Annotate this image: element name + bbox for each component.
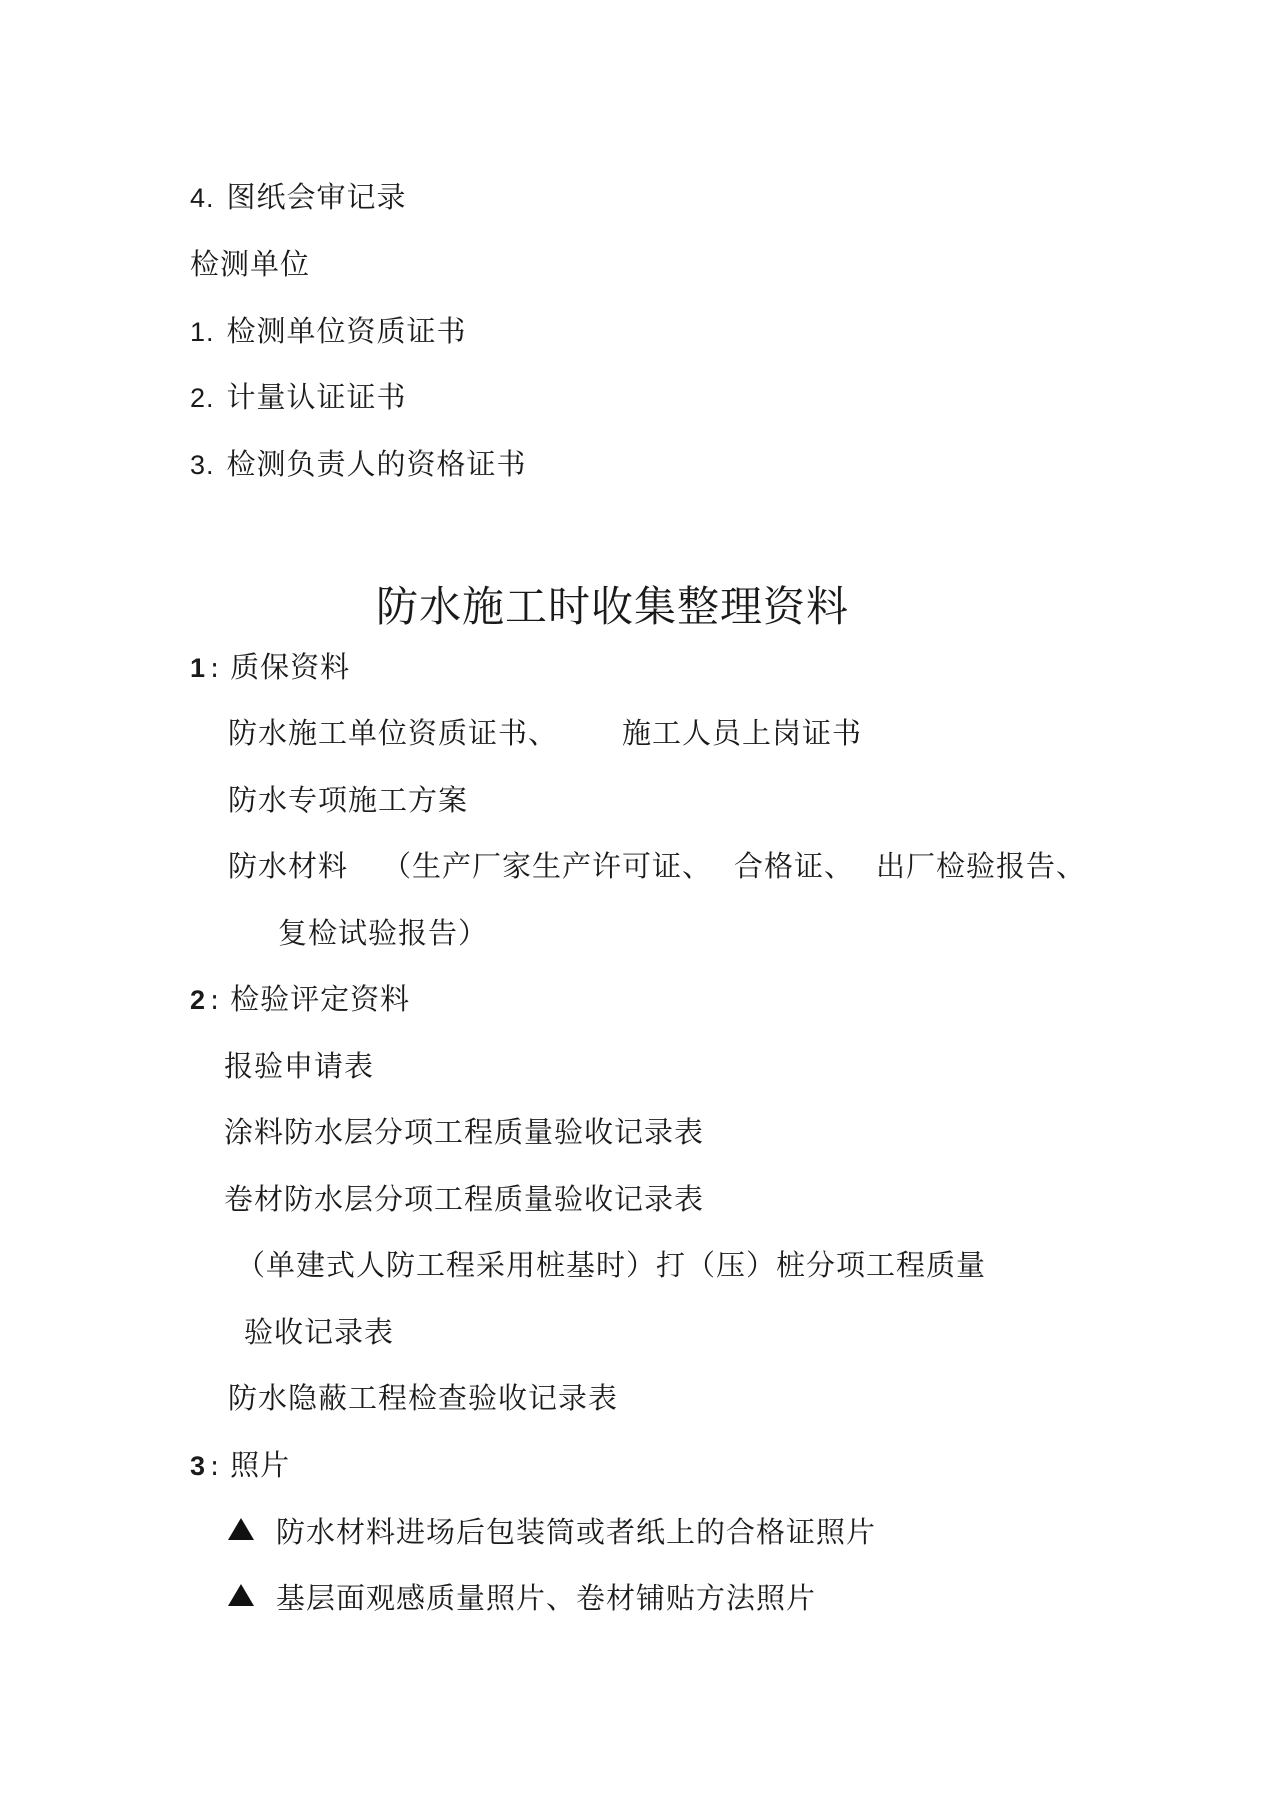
testing-item-3-text: 检测负责人的资格证书: [226, 447, 527, 481]
part-3-bullet-1: [228, 1512, 876, 1552]
part-2-colon: :: [210, 985, 221, 1016]
part-3-bullet-2: [228, 1578, 816, 1618]
testing-item-1-text: 检测单位资质证书: [226, 314, 467, 348]
part-2-line-3: 卷材防水层分项工程质量验收记录表: [224, 1182, 705, 1216]
item-4-number: 4.: [190, 183, 215, 213]
part-2-heading-row: [190, 979, 410, 1021]
testing-item-2: [190, 377, 407, 418]
waterproof-unit-qualification: 防水施工单位资质证书、: [228, 716, 559, 750]
part-2-line-2: 涂料防水层分项工程质量验收记录表: [224, 1115, 705, 1149]
part-3-bullet-1-text: 防水材料进场后包装筒或者纸上的合格证照片: [276, 1515, 877, 1549]
testing-item-2-number: 2.: [190, 383, 215, 413]
part-3-bullet-2-text: 基层面观感质量照片、卷材铺贴方法照片: [276, 1581, 817, 1615]
testing-item-1: [190, 311, 467, 352]
section-heading-testing-unit: 检测单位: [190, 247, 311, 281]
part-2-line-6: 防水隐蔽工程检查验收记录表: [228, 1381, 619, 1415]
part-2-number: 2: [190, 985, 207, 1015]
part-1-heading-row: [190, 647, 350, 689]
testing-item-3: [190, 444, 527, 485]
page-title: 防水施工时收集整理资料: [376, 582, 850, 631]
item-4: [190, 177, 407, 218]
part-1-line-3: [228, 846, 1086, 886]
testing-item-3-number: 3.: [190, 450, 215, 480]
triangle-bullet-icon: [228, 1584, 254, 1606]
part-2-line-1: 报验申请表: [224, 1049, 375, 1083]
part-3-heading: 照片: [230, 1448, 291, 1482]
item-4-text: 图纸会审记录: [226, 180, 407, 214]
qualification-certificate: 合格证、: [734, 849, 855, 883]
part-3-colon: :: [210, 1451, 221, 1482]
triangle-bullet-icon: [228, 1518, 254, 1540]
waterproof-material-label: 防水材料: [228, 849, 349, 883]
part-1-colon: :: [210, 653, 221, 684]
part-3-heading-row: [190, 1445, 290, 1487]
part-2-line-5: 验收记录表: [244, 1315, 395, 1349]
part-1-line-2: 防水专项施工方案: [228, 783, 469, 817]
part-1-heading: 质保资料: [230, 650, 351, 684]
part-3-number: 3: [190, 1451, 207, 1481]
testing-item-2-text: 计量认证证书: [226, 380, 407, 414]
worker-certificate: 施工人员上岗证书: [622, 716, 863, 750]
part-2-line-4: （单建式人防工程采用桩基时）打（压）桩分项工程质量: [236, 1248, 987, 1282]
testing-item-1-number: 1.: [190, 317, 215, 347]
production-license: （生产厂家生产许可证、: [382, 849, 713, 883]
part-1-line-1: [228, 713, 862, 753]
part-1-number: 1: [190, 653, 207, 683]
factory-inspection-report: 出厂检验报告、: [876, 849, 1087, 883]
part-2-heading: 检验评定资料: [230, 982, 411, 1016]
part-1-line-4: 复检试验报告）: [278, 916, 489, 950]
